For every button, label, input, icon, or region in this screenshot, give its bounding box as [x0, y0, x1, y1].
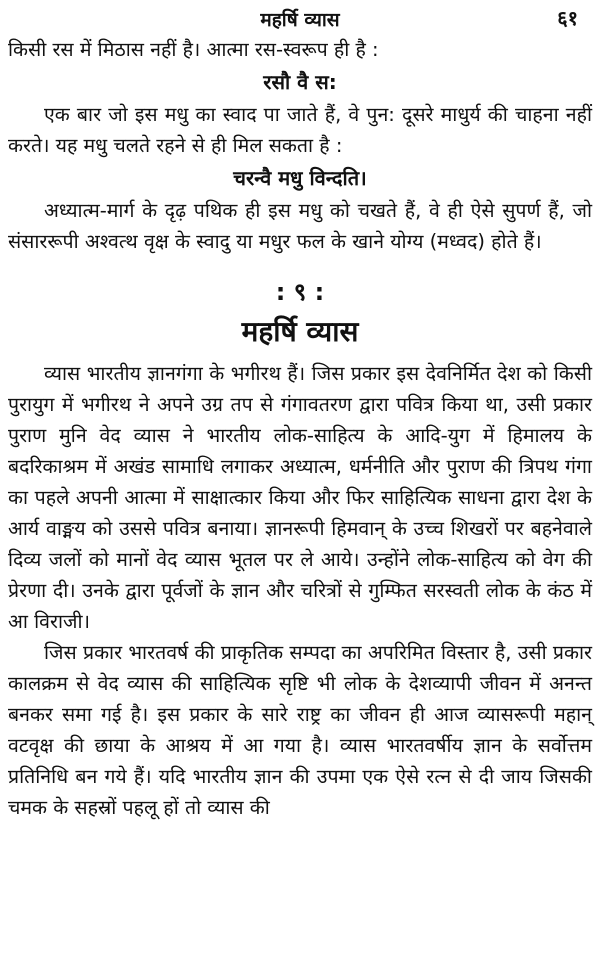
running-header — [8, 0, 592, 34]
paragraph-4: जिस प्रकार भारतवर्ष की प्राकृतिक सम्पदा का अपरिमित विस्तार है, उसी प्रकार कालक्रम से वेद व्यास की साहित्यिक सृष्टि भी लोक के देशव्यापी जीवन में अनन्त बनकर समा गई है। इस प्रकार के सारे राष्ट्र का जीवन ही आज व्यासरूपी महान् वटवृक्ष की छाया के आश्रय में आ गया है। व्यास भारतवर्षीय ज्ञान के सर्वोत्तम प्रतिनिधि बन गये हैं। यदि भारतीय ज्ञान की उपमा एक ऐसे रत्न से दी जाय जिसकी चमक के सहस्रों पहलू हों तो व्यास की — [8, 641, 592, 819]
paragraph-3: व्यास भारतीय ज्ञानगंगा के भगीरथ हैं। जिस प्रकार इस देवनिर्मित देश को किसी पुरायुग में भगीरथ ने अपने उग्र तप से गंगावतरण द्वारा पवित्र किया था, उसी प्रकार पुराण मुनि वेद व्यास ने भारतीय लोक-साहित्य के आदि-युग में हिमालय के बदरिकाश्रम में अखंड सामाधि लगाकर अध्यात्म, धर्मनीति और पुराण की त्रिपथ गंगा का पहले अपनी आत्मा में साक्षात्कार किया और फिर साहित्यिक साधना द्वारा देश के आर्य वाङ्मय को उससे पवित्र बनाया। ज्ञानरूपी हिमवान् के उच्च शिखरों पर बहनेवाले दिव्य जलों को मानों वेद व्यास भूतल पर ले आये। उन्होंने लोक-साहित्य को वेग की प्रेरणा दी। उनके द्वारा पूर्वजों के ज्ञान और चरित्रों से गुम्फित सरस्वती लोक के कंठ में आ विराजी। — [8, 362, 592, 633]
paragraph-1: एक बार जो इस मधु का स्वाद पा जाते हैं, वे पुन: दूसरे माधुर्य की चाहना नहीं करते। यह मधु चलते रहने से ही मिल सकता है : — [8, 103, 592, 157]
intro-line: किसी रस में मिठास नहीं है। आत्मा रस-स्वरूप ही है : — [8, 38, 379, 61]
chapter-title: महर्षि व्यास — [241, 315, 359, 348]
section-number: : ९ : — [275, 278, 325, 306]
sanskrit-quote-2: चरन्वै मधु विन्दति। — [233, 166, 367, 190]
paragraph-2: अध्यात्म-मार्ग के दृढ़ पथिक ही इस मधु को चखते हैं, वे ही ऐसे सुपर्ण हैं, जो संसाररूपी अश्वत्थ वृक्ष के स्वादु या मधुर फल के खाने योग्य (मध्वद) होते हैं। — [8, 199, 592, 253]
sanskrit-quote-1: रसौ वै स: — [263, 70, 337, 94]
page-number: ६१ — [557, 6, 578, 30]
running-title: महर्षि व्यास — [260, 9, 340, 31]
